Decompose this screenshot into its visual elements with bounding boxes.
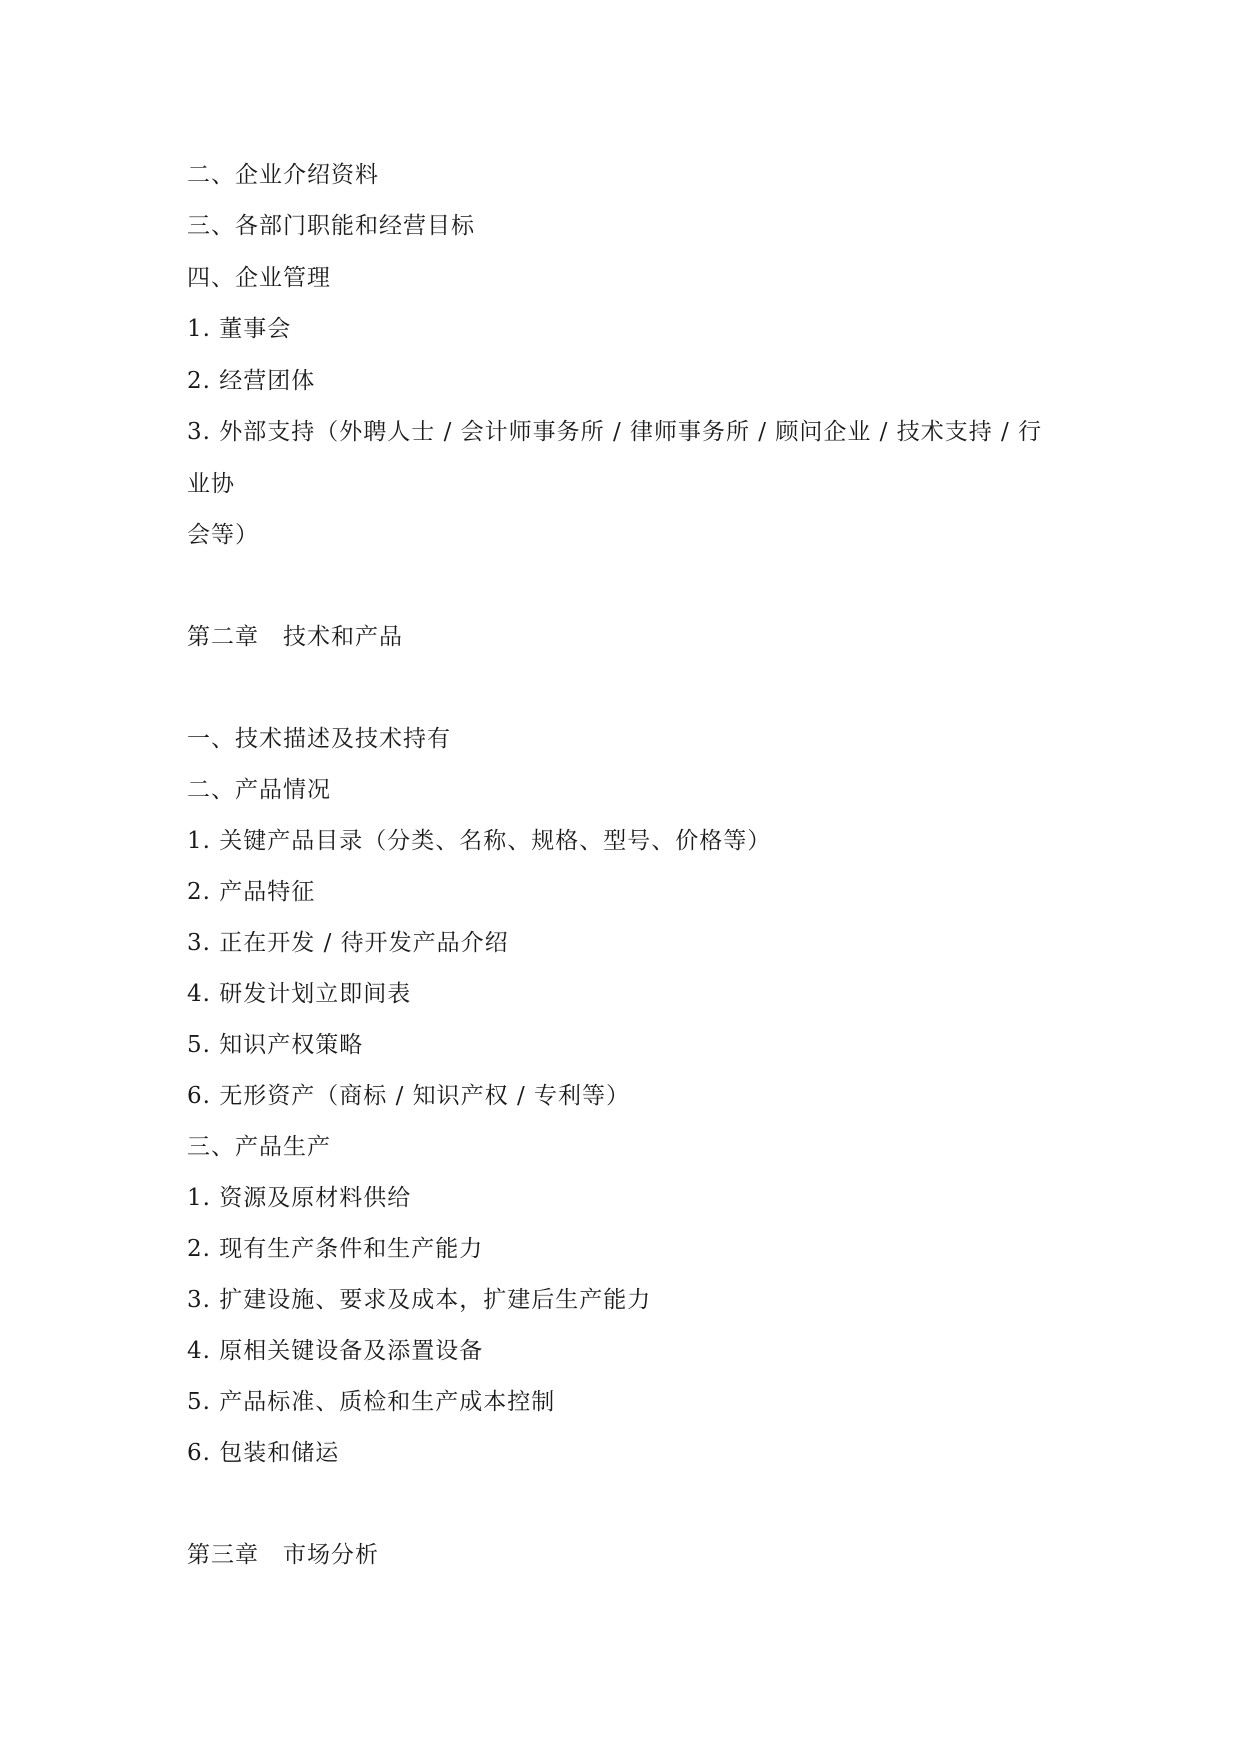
outline-item: 1. 资源及原材料供给	[187, 1185, 412, 1211]
outline-item: 二、产品情况	[187, 777, 331, 803]
chapter-heading: 第二章 技术和产品	[187, 624, 403, 650]
outline-item: 1. 董事会	[187, 316, 292, 342]
outline-item: 3. 外部支持（外聘人士 / 会计师事务所 / 律师事务所 / 顾问企业 / 技术支持 / 行	[187, 419, 1043, 445]
outline-item: 2. 现有生产条件和生产能力	[187, 1236, 484, 1262]
outline-item: 一、技术描述及技术持有	[187, 726, 451, 752]
outline-item: 4. 原相关键设备及添置设备	[187, 1338, 484, 1364]
outline-item: 三、各部门职能和经营目标	[187, 213, 475, 239]
chapter-heading: 第三章 市场分析	[187, 1542, 379, 1568]
outline-item: 6. 无形资产（商标 / 知识产权 / 专利等）	[187, 1083, 630, 1109]
outline-item: 三、产品生产	[187, 1134, 331, 1160]
outline-item: 3. 扩建设施、要求及成本，扩建后生产能力	[187, 1287, 652, 1313]
outline-item: 5. 产品标准、质检和生产成本控制	[187, 1389, 556, 1415]
outline-item: 3. 正在开发 / 待开发产品介绍	[187, 930, 509, 956]
outline-item: 二、企业介绍资料	[187, 162, 379, 188]
outline-item: 1. 关键产品目录（分类、名称、规格、型号、价格等）	[187, 828, 772, 854]
outline-item: 2. 经营团体	[187, 368, 316, 394]
outline-item: 会等）	[187, 522, 259, 548]
outline-item: 四、企业管理	[187, 265, 331, 291]
outline-item: 业协	[187, 471, 235, 497]
outline-item: 5. 知识产权策略	[187, 1032, 364, 1058]
outline-item: 2. 产品特征	[187, 879, 316, 905]
outline-item: 4. 研发计划立即间表	[187, 981, 412, 1007]
outline-item: 6. 包装和储运	[187, 1440, 340, 1466]
